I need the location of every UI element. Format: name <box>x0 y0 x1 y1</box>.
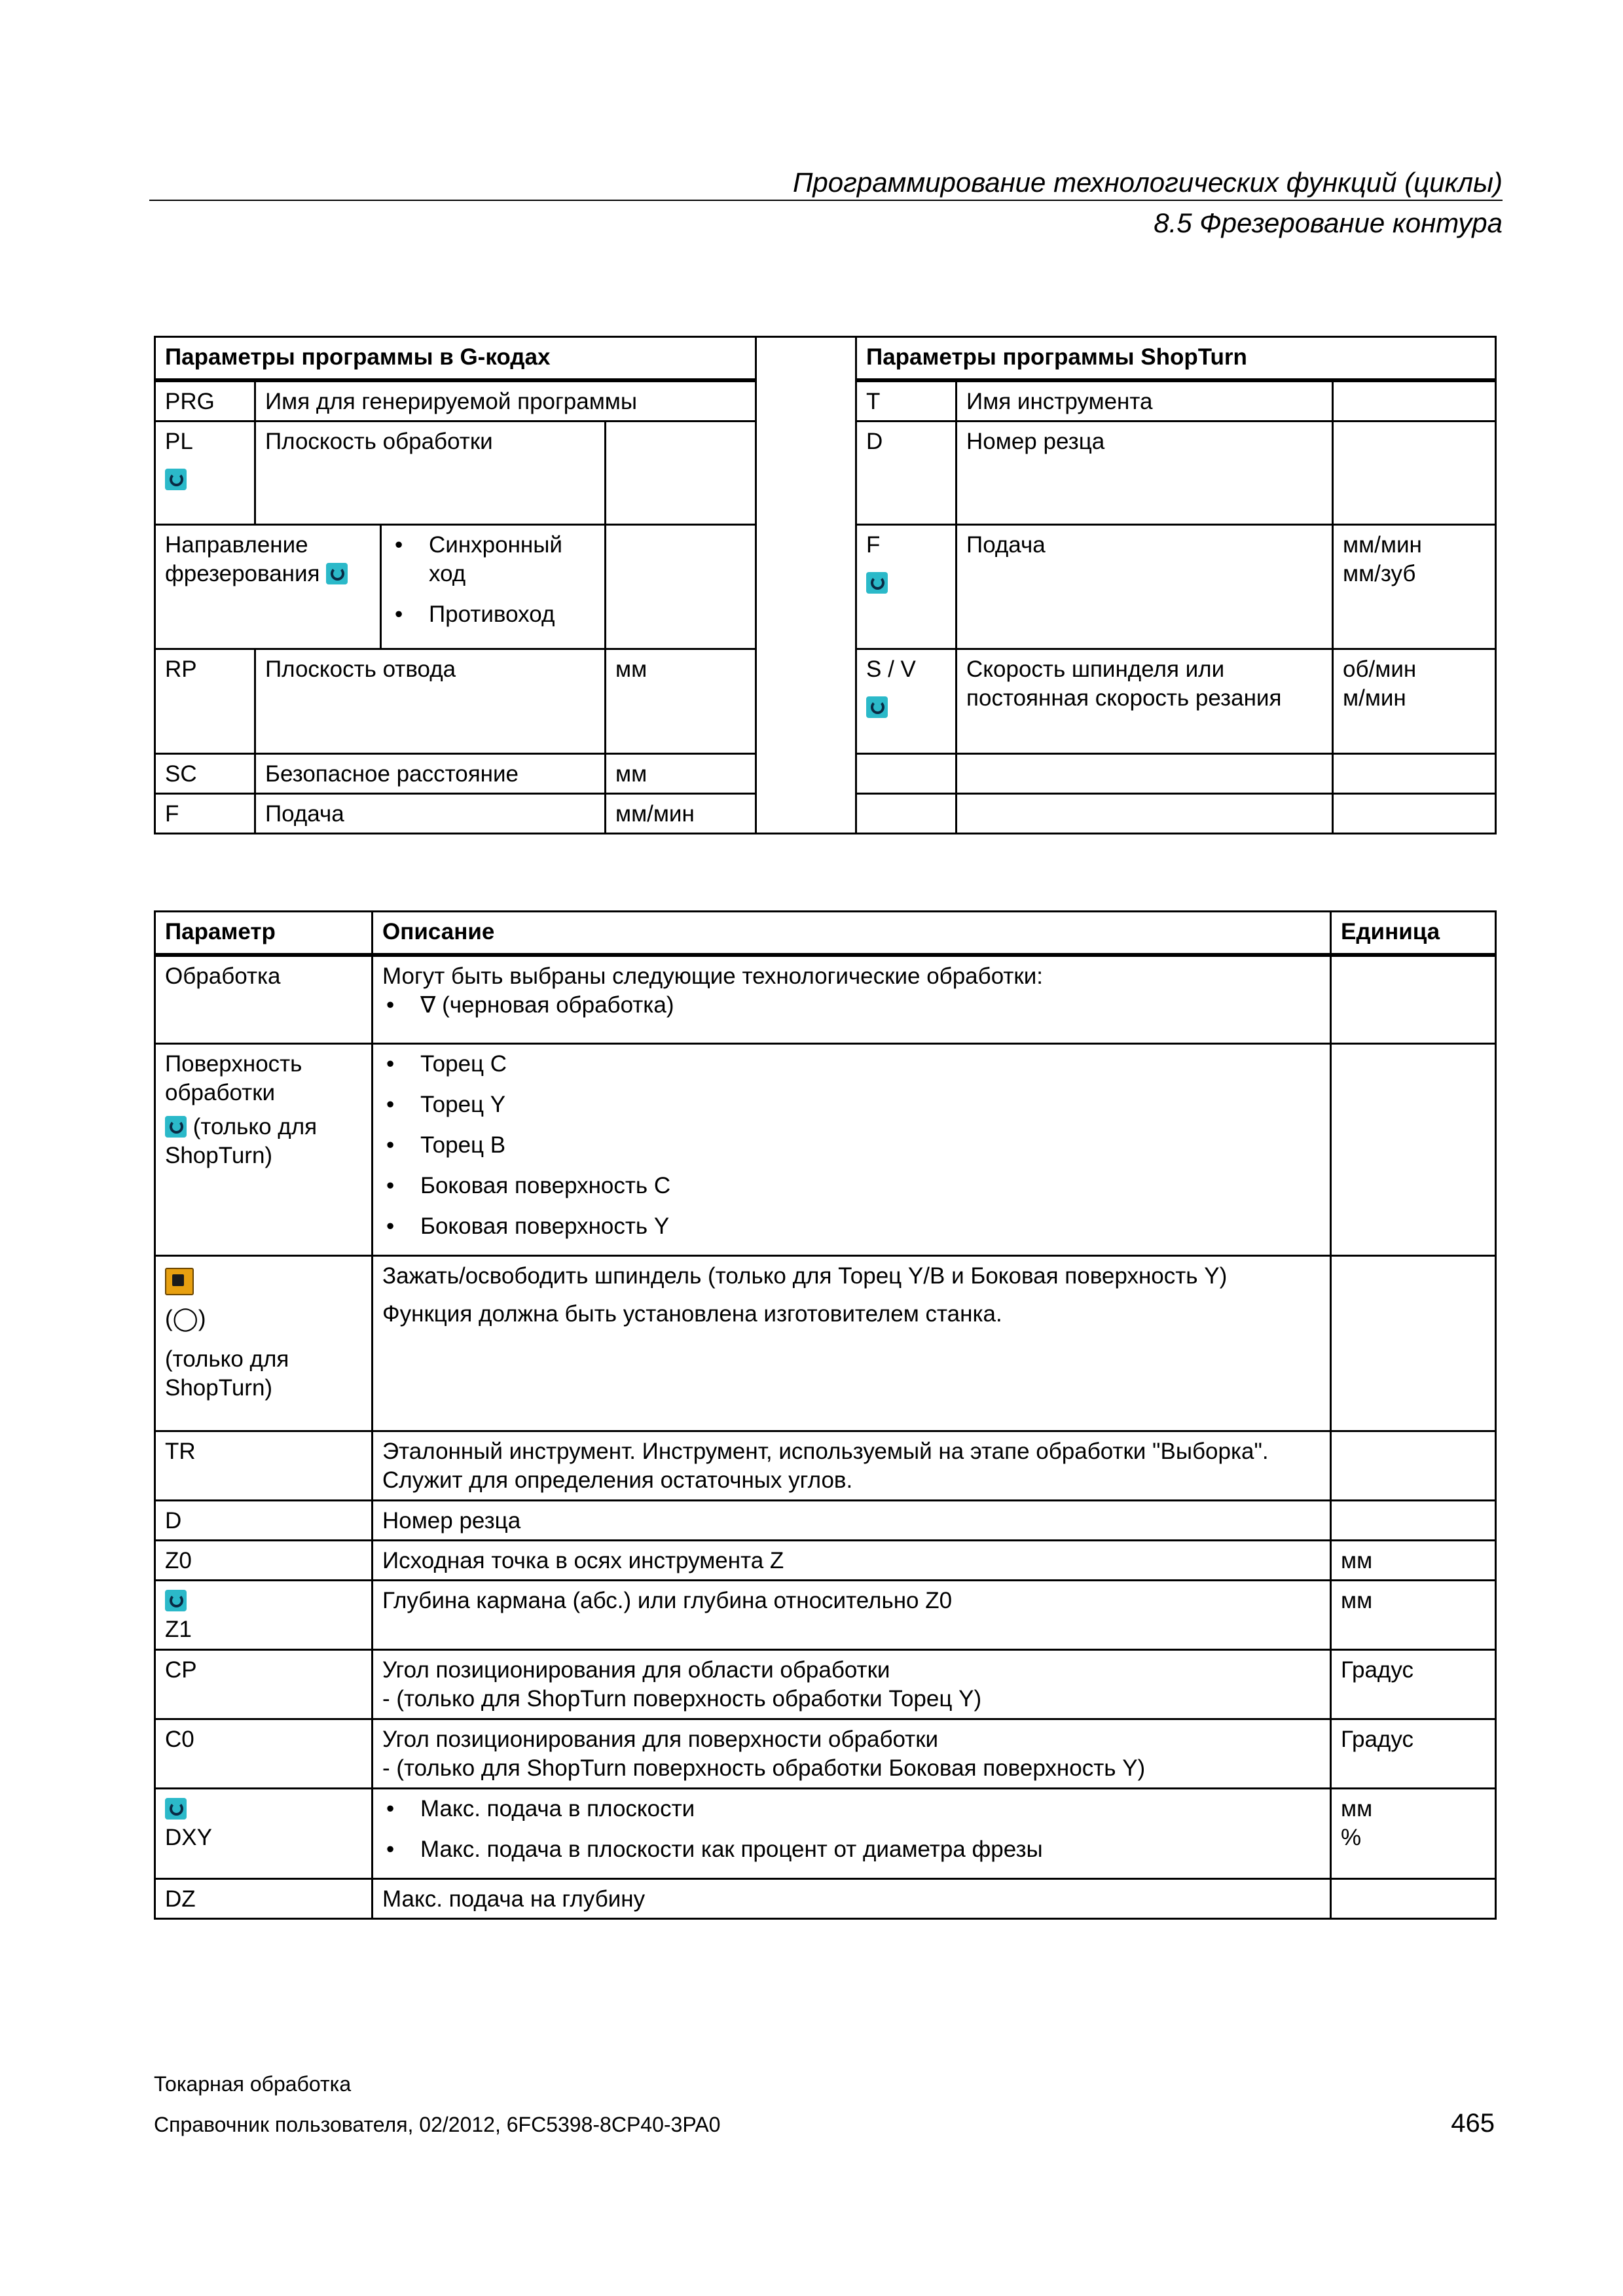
dz-unit <box>1331 1879 1496 1919</box>
empty-cell <box>957 753 1333 793</box>
param-f-desc: Подача <box>957 524 1333 649</box>
param-pl-unit <box>606 421 756 524</box>
param-tr: TR <box>155 1431 373 1501</box>
param-pl-desc: Плоскость обработки <box>255 421 606 524</box>
dxy-options <box>373 1789 1331 1879</box>
unit-line: % <box>1341 1825 1362 1850</box>
param-sv-desc: Скорость шпинделя или постоянная скорость резания <box>957 649 1333 753</box>
cp-unit: Градус <box>1331 1650 1496 1719</box>
table-row <box>155 1501 1496 1541</box>
list-item: • Боковая поверхность Y <box>382 1212 1321 1241</box>
param-d-desc: Номер резца <box>957 421 1333 524</box>
unit-line: мм/мин <box>1343 531 1422 558</box>
param-f-label: F <box>866 531 881 558</box>
spindle-clamp-icon[interactable] <box>165 1268 194 1295</box>
spindle-clamp-desc <box>373 1256 1331 1431</box>
z1-unit: мм <box>1331 1581 1496 1650</box>
desc-text: Зажать/освободить шпиндель (только для Торец Y/B и Боковая поверхность Y) <box>382 1263 1228 1289</box>
list-item: • Противоход <box>391 600 595 629</box>
toggle-icon[interactable] <box>165 1590 187 1611</box>
desc-text: - (только для ShopTurn поверхность обработки Торец Y) <box>382 1686 982 1712</box>
list-item: • Боковая поверхность C <box>382 1172 1321 1200</box>
desc-text: - (только для ShopTurn поверхность обработки Боковая поверхность Y) <box>382 1755 1146 1781</box>
desc-text: Угол позиционирования для поверхности обработки <box>382 1727 939 1752</box>
spindle-symbol: (◯) <box>165 1305 206 1331</box>
toggle-icon[interactable] <box>165 469 187 490</box>
cp-desc <box>373 1650 1331 1719</box>
list-item: • Торец Y <box>382 1090 1321 1119</box>
empty-cell <box>856 753 957 793</box>
list-item: • Синхронный ход <box>391 531 595 588</box>
tr-desc: Эталонный инструмент. Инструмент, используемый на этапе обработки "Выборка". Служит для определения остаточных углов. <box>373 1431 1331 1501</box>
empty-cell <box>957 793 1333 833</box>
c0-desc <box>373 1719 1331 1789</box>
param-sv-unit <box>1333 649 1496 753</box>
table-row <box>155 1256 1496 1431</box>
unit-line: об/мин <box>1343 656 1417 682</box>
table-row <box>155 1431 1496 1501</box>
desc-text: Могут быть выбраны следующие технологические обработки: <box>382 963 1044 989</box>
table-row <box>155 1541 1496 1581</box>
page-number: 465 <box>1451 2109 1495 2138</box>
section-title: 8.5 Фрезерование контура <box>1154 207 1503 238</box>
d-unit <box>1331 1501 1496 1541</box>
param-sc-unit: мм <box>606 753 756 793</box>
desc-text: Угол позиционирования для области обработки <box>382 1657 890 1683</box>
footer-reference: Справочник пользователя, 02/2012, 6FC5398-8CP40-3PA0 <box>154 2113 721 2136</box>
milling-direction-options <box>381 524 606 649</box>
toggle-icon[interactable] <box>866 696 888 718</box>
param-d: D <box>155 1501 373 1541</box>
empty-cell <box>1333 753 1496 793</box>
tr-unit <box>1331 1431 1496 1501</box>
table-row <box>155 1581 1496 1650</box>
dxy-unit <box>1331 1789 1496 1879</box>
param-dz: DZ <box>155 1879 373 1919</box>
param-t-unit <box>1333 380 1496 422</box>
milling-direction-unit <box>606 524 756 649</box>
z0-unit: мм <box>1331 1541 1496 1581</box>
surface-unit <box>1331 1044 1496 1256</box>
list-item: • Макс. подача в плоскости <box>382 1795 1321 1823</box>
param-cp: CP <box>155 1650 373 1719</box>
surface-note: (только для ShopTurn) <box>165 1114 318 1168</box>
c0-unit: Градус <box>1331 1719 1496 1789</box>
processing-desc <box>373 955 1331 1044</box>
table-row <box>155 1719 1496 1789</box>
param-d-unit <box>1333 421 1496 524</box>
param-d: D <box>856 421 957 524</box>
param-rp-unit: мм <box>606 649 756 753</box>
param-g-f: F <box>155 793 255 833</box>
spindle-note: (только для ShopTurn) <box>165 1346 289 1401</box>
toggle-icon[interactable] <box>326 563 348 584</box>
empty-cell <box>856 793 957 833</box>
table-row <box>155 1879 1496 1919</box>
param-milling-direction <box>155 524 381 649</box>
param-processing: Обработка <box>155 955 373 1044</box>
milling-direction-label: Направление фрезерования <box>165 531 320 586</box>
param-sv <box>856 649 957 753</box>
list-item: • Макс. подача в плоскости как процент от диаметра фрезы <box>382 1835 1321 1864</box>
toggle-icon[interactable] <box>866 572 888 594</box>
header-divider <box>149 200 1503 201</box>
dz-desc: Макс. подача на глубину <box>373 1879 1331 1919</box>
z1-label: Z1 <box>165 1617 192 1642</box>
unit-line: м/мин <box>1343 685 1406 711</box>
processing-unit <box>1331 955 1496 1044</box>
param-sc: SC <box>155 753 255 793</box>
param-g-f-unit: мм/мин <box>606 793 756 833</box>
z1-desc: Глубина кармана (абс.) или глубина относительно Z0 <box>373 1581 1331 1650</box>
param-c0: C0 <box>155 1719 373 1789</box>
param-pl-label: PL <box>165 428 193 454</box>
table-row <box>155 1650 1496 1719</box>
list-item: • Торец B <box>382 1131 1321 1160</box>
param-z0: Z0 <box>155 1541 373 1581</box>
desc-text: Функция должна быть установлена изготовителем станка. <box>382 1301 1002 1327</box>
chapter-title: Программирование технологических функций (циклы) <box>792 167 1503 198</box>
surface-options <box>373 1044 1331 1256</box>
table-row <box>155 1044 1496 1256</box>
surface-label: Поверхность обработки <box>165 1051 302 1105</box>
param-pl <box>155 421 255 524</box>
list-item: • Торец C <box>382 1050 1321 1079</box>
col-header-description: Описание <box>373 912 1331 955</box>
empty-cell <box>1333 793 1496 833</box>
param-prg: PRG <box>155 380 255 422</box>
spacer-column <box>756 337 856 834</box>
z0-desc: Исходная точка в осях инструмента Z <box>373 1541 1331 1581</box>
toggle-icon[interactable] <box>165 1116 187 1138</box>
param-f-unit <box>1333 524 1496 649</box>
param-f <box>856 524 957 649</box>
param-spindle-clamp <box>155 1256 373 1431</box>
param-sc-desc: Безопасное расстояние <box>255 753 606 793</box>
d-desc: Номер резца <box>373 1501 1331 1541</box>
parameter-description-table <box>154 910 1497 1920</box>
gcode-params-header: Параметры программы в G-кодах <box>155 337 756 380</box>
spindle-clamp-unit <box>1331 1256 1496 1431</box>
param-t: T <box>856 380 957 422</box>
param-prg-desc: Имя для генерируемой программы <box>255 380 756 422</box>
param-sv-label: S / V <box>866 656 916 682</box>
col-header-parameter: Параметр <box>155 912 373 955</box>
param-z1 <box>155 1581 373 1650</box>
list-item: • ∇ (черновая обработка) <box>382 991 1321 1020</box>
toggle-icon[interactable] <box>165 1798 187 1820</box>
param-rp: RP <box>155 649 255 753</box>
param-t-desc: Имя инструмента <box>957 380 1333 422</box>
param-rp-desc: Плоскость отвода <box>255 649 606 753</box>
col-header-unit: Единица <box>1331 912 1496 955</box>
table-row <box>155 1789 1496 1879</box>
unit-line: мм <box>1341 1796 1373 1821</box>
param-dxy <box>155 1789 373 1879</box>
unit-line: мм/зуб <box>1343 560 1416 586</box>
table-row <box>155 955 1496 1044</box>
param-surface <box>155 1044 373 1256</box>
footer-title: Токарная обработка <box>154 2072 352 2096</box>
shopturn-params-header: Параметры программы ShopTurn <box>856 337 1496 380</box>
program-parameters-table <box>154 336 1497 834</box>
param-g-f-desc: Подача <box>255 793 606 833</box>
dxy-label: DXY <box>165 1825 212 1850</box>
